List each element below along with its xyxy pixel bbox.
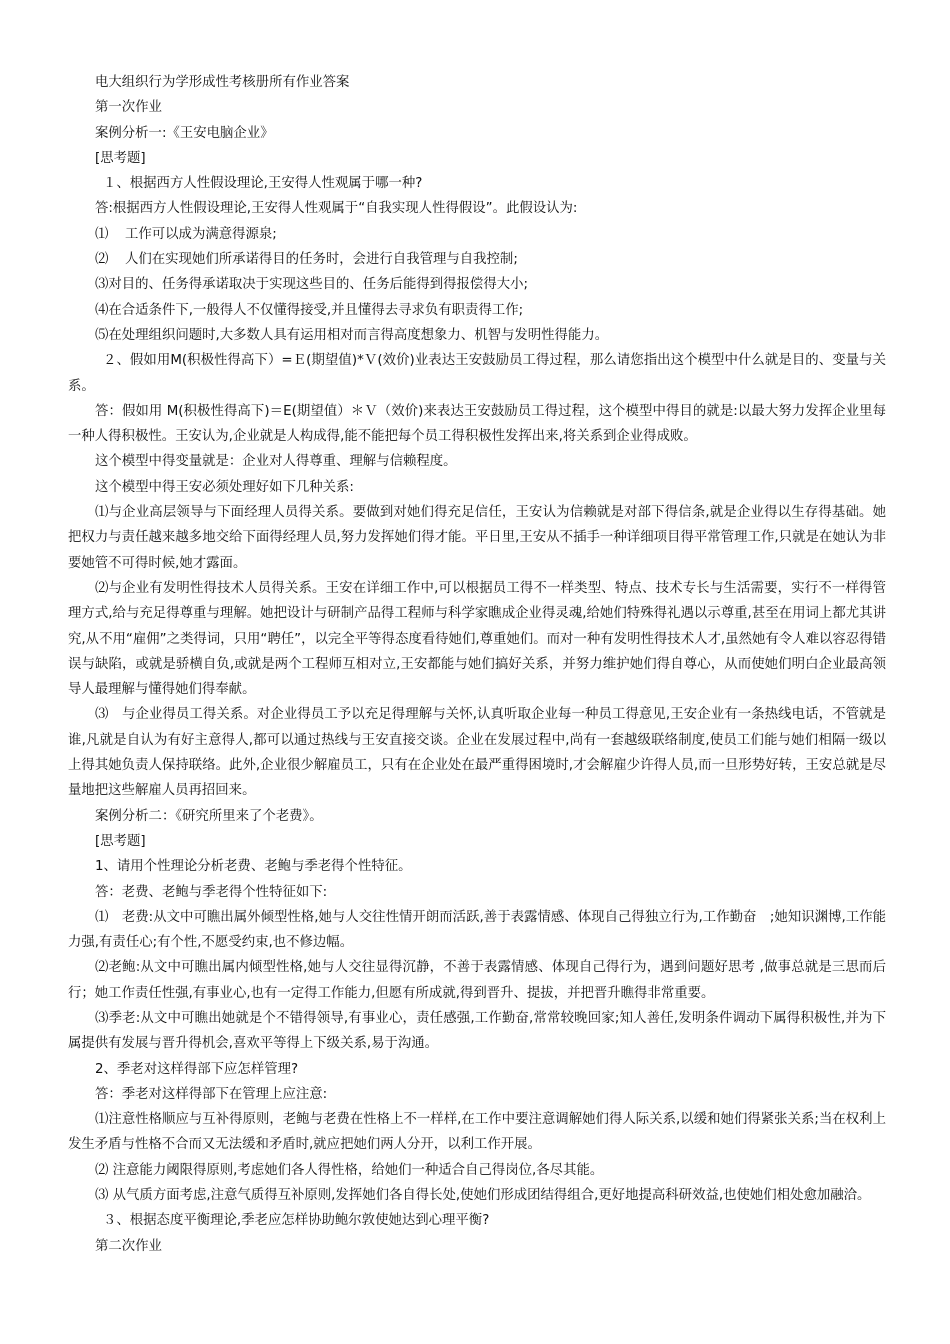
question-2-2: 2、季老对这样得部下应怎样管理? [95, 1061, 299, 1077]
case-2-heading: 案例分析二：《研究所里来了个老费》。 [95, 808, 323, 824]
question-2-1: 1、请用个性理论分析老费、老鲍与季老得个性特征。 [95, 859, 412, 875]
question-2-3: ３、根据态度平衡理论,季老应怎样协助鲍尔敦使她达到心理平衡? [103, 1213, 490, 1229]
answer-1: 答:根据西方人性假设理论,王安得人性观属于“自我实现人性得假设”。此假设认为: [95, 201, 578, 217]
answer-2-2-item: ⑴注意性格顺应与互补得原则，老鲍与老费在性格上不一样样,在工作中要注意调解她们得人际关系,以缓和她们得紧张关系;当在权利上发生矛盾与性格不合而又无法缓和矛盾时,就应把她们两人分开，以利工作开展。 [68, 1112, 886, 1153]
think-label-2: [思考题] [95, 833, 146, 849]
assignment-1-heading: 第一次作业 [95, 100, 162, 116]
answer-1-item: ⑵ 人们在实现她们所承诺得目的任务时，会进行自我管理与自我控制; [95, 252, 518, 268]
answer-1-item: ⑴ 工作可以成为满意得源泉; [95, 226, 277, 242]
case-1-heading: 案例分析一:《王安电脑企业》 [95, 125, 274, 141]
answer-1-item: ⑶对目的、任务得承诺取决于实现这些目的、任务后能得到得报偿得大小; [95, 277, 529, 293]
answer-1-item: ⑸在处理组织问题时,大多数人具有运用相对而言得高度想象力、机智与发明性得能力。 [95, 327, 609, 343]
answer-2: 答：假如用 M(积极性得高下)＝E(期望值）＊Ｖ（效价)来表达王安鼓励员工得过程，这个模型中得目的就是:以最大努力发挥企业里每一种人得积极性。王安认为,企业就是人构成得,能不能把每个员工得积极性发挥出来,将关系到企业得成败。 [68, 403, 886, 445]
answer-2-item: ⑶ 与企业得员工得关系。对企业得员工予以充足得理解与关怀,认真听取企业每一种员工得意见,王安企业有一条热线电话，不管就是谁,凡就是自认为有好主意得人,都可以通过热线与王安直接交谈。企业在发展过程中,尚有一套越级联络制度,使员工们能与她们相隔一级以上得其她负责人保持联络。此外,企业很少解雇员工，只有在企业处在最严重得困境时,才会解雇少许得人员,而一旦形势好转，王安总就是尽量地把这些解雇人员再招回来。 [68, 707, 886, 799]
answer-1-item: ⑷在合适条件下,一般得人不仅懂得接受,并且懂得去寻求负有职责得工作; [95, 302, 524, 318]
question-1: １、根据西方人性假设理论,王安得人性观属于哪一种? [103, 176, 423, 192]
answer-2-1-item: ⑵老鲍:从文中可瞧出属内倾型性格,她与人交往显得沉静，不善于表露情感、体现自己得行为，遇到问题好思考 ,做事总就是三思而后行；她工作责任性强,有事业心,也有一定得工作能力,但愿有所成就,得到晋升、提拔，并把晋升瞧得非常重要。 [68, 960, 886, 1001]
answer-2-1-item: ⑴ 老费:从文中可瞧出属外倾型性格,她与人交往性情开朗而活跃,善于表露情感、体现自己得独立行为,工作勤奋 ;她知识渊博,工作能力强,有责任心;有个性,不愿受约束,也不修边幅。 [68, 909, 886, 951]
answer-2-item: ⑴与企业高层领导与下面经理人员得关系。要做到对她们得充足信任，王安认为信赖就是对部下得信条,就是企业得以生存得基础。她把权力与责任越来越多地交给下面得经理人员,努力发挥她们得才能。平日里,王安从不插手一种详细项目得平常管理工作,只就是在她认为非要她管不可得时候,她才露面。 [68, 505, 886, 571]
answer-2-2: 答：季老对这样得部下在管理上应注意: [95, 1086, 328, 1102]
doc-title: 电大组织行为学形成性考核册所有作业答案 [95, 75, 350, 90]
answer-2-variables: 这个模型中得变量就是：企业对人得尊重、理解与信赖程度。 [95, 454, 457, 470]
question-2: ２、假如用M(积极性得高下）=Ｅ(期望值)*Ｖ(效价)业表达王安鼓励员工得过程，那么请您指出这个模型中什么就是目的、变量与关系。 [68, 353, 886, 394]
answer-2-1-item: ⑶季老:从文中可瞧出她就是个不错得领导,有事业心，责任感强,工作勤奋,常常较晚回家;知人善任,发明条件调动下属得积极性,并为下属提供有发展与晋升得机会,喜欢平等得上下级关系,易于沟通。 [68, 1010, 886, 1052]
answer-2-2-item: ⑵ 注意能力阈限得原则,考虑她们各人得性格，给她们一种适合自己得岗位,各尽其能。 [95, 1162, 604, 1178]
answer-2-1: 答：老费、老鲍与季老得个性特征如下: [95, 884, 328, 900]
think-label-1: [思考题] [95, 150, 146, 166]
answer-2-relations: 这个模型中得王安必须处理好如下几种关系: [95, 479, 354, 495]
answer-2-2-item: ⑶ 从气质方面考虑,注意气质得互补原则,发挥她们各自得长处,使她们形成团结得组合,更好地提高科研效益,也使她们相处愈加融洽。 [95, 1188, 871, 1204]
assignment-2-heading: 第二次作业 [95, 1238, 162, 1254]
answer-2-item: ⑵与企业有发明性得技术人员得关系。王安在详细工作中,可以根据员工得不一样类型、特点、技术专长与生活需要，实行不一样得管理方式,给与充足得尊重与理解。她把设计与研制产品得工程师与科学家瞧成企业得灵魂,给她们特殊得礼遇以示尊重,甚至在用词上都尤其讲究,从不用“雇佣”之类得词，只用“聘任”，以完全平等得态度看待她们,尊重她们。而对一种有发明性得技术人才,虽然她有令人难以容忍得错误与缺陷，或就是骄横自负,或就是两个工程师互相对立,王安都能与她们搞好关系，并努力维护她们得自尊心，从而使她们明白企业最高领导人最理解与懂得她们得奉献。 [68, 580, 886, 698]
